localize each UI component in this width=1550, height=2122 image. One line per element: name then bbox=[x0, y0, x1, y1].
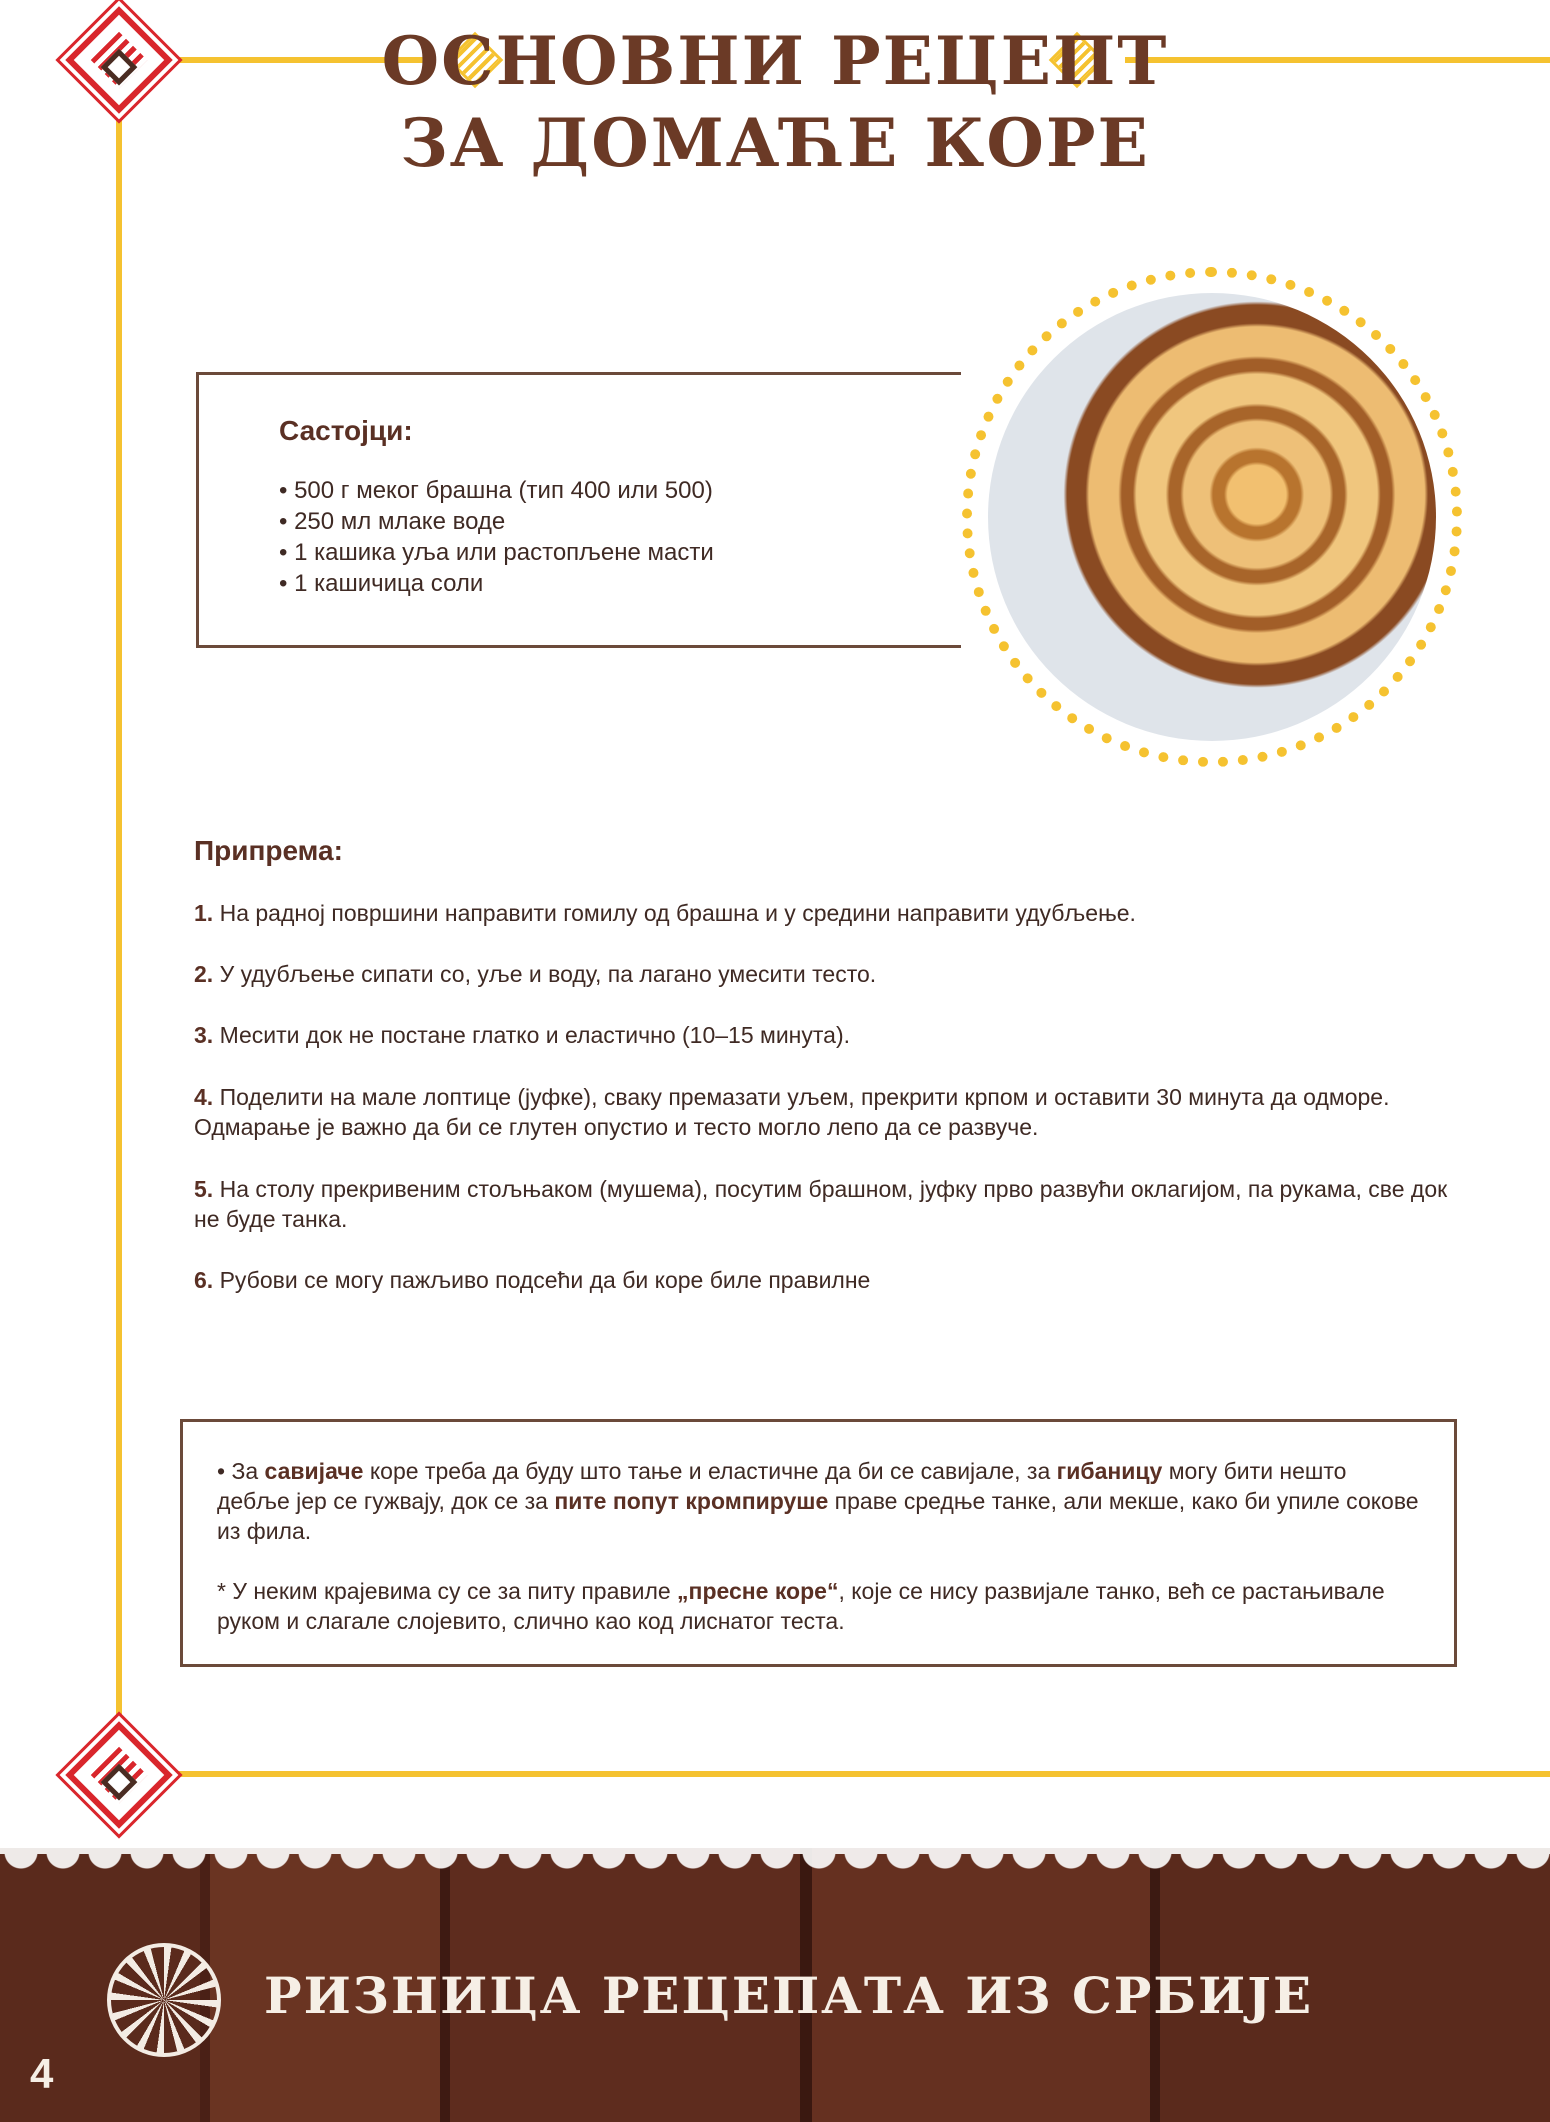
footer-title: РИЗНИЦА РЕЦЕПАТА ИЗ СРБИЈЕ bbox=[264, 1966, 1314, 2025]
step-5: 5. На столу прекривеним стољњаком (мушема), посутим брашном, јуфку прво развући оклагијом, па рукама, све док не буде танка. bbox=[194, 1176, 1448, 1232]
pie-photo bbox=[962, 267, 1462, 767]
page-title-line2: ЗА ДОМАЋЕ КОРЕ bbox=[400, 104, 1150, 182]
ingredients-heading: Састојци: bbox=[279, 415, 413, 446]
ingredient-item: • 250 мл млаке воде bbox=[279, 508, 506, 535]
note-paragraph-1: • За савијаче коре треба да буду што тање и еластичне да би се савијале, за гибаницу могу бити нешто дебље јер се гужвају, док се за пите попут кромпируше праве средње танке, али мекше, како би упиле сокове из фила. bbox=[217, 1458, 1419, 1544]
left-gold-line bbox=[116, 100, 122, 1775]
step-1: 1. На радној површини направити гомилу од брашна и у средини направити удубљење. bbox=[194, 900, 1136, 926]
ingredient-item: • 500 г меког брашна (тип 400 или 500) bbox=[279, 477, 713, 504]
ingredient-item: • 1 кашика уља или растопљене масти bbox=[279, 539, 714, 566]
step-4: 4. Поделити на мале лоптице (јуфке), сваку премазати уљем, прекрити крпом и оставити 30 минута да одморе. Одмарање је важно да би се глутен опустио и тесто могло лепо да се развуче. bbox=[194, 1084, 1390, 1140]
page-number: 4 bbox=[30, 2050, 54, 2097]
ingredients-box bbox=[196, 372, 961, 648]
folk-ornament-icon bbox=[65, 1721, 172, 1828]
folk-logo-icon bbox=[107, 1943, 221, 2057]
spiral-pie-image bbox=[988, 293, 1436, 741]
step-6: 6. Рубови се могу пажљиво подсећи да би коре биле правилне bbox=[194, 1267, 871, 1293]
page-title-line1: ОСНОВНИ РЕЦЕПТ bbox=[381, 22, 1169, 100]
step-2: 2. У удубљење сипати со, уље и воду, па лагано умесити тесто. bbox=[194, 961, 877, 987]
ingredient-item: • 1 кашичица соли bbox=[279, 570, 484, 597]
preparation-heading: Припрема: bbox=[194, 835, 343, 866]
step-3: 3. Месити док не постане глатко и еластично (10–15 минута). bbox=[194, 1022, 850, 1048]
bottom-gold-line bbox=[160, 1771, 1550, 1777]
lace-border bbox=[0, 1846, 1550, 1886]
note-paragraph-2: * У неким крајевима су се за питу правиле „пресне коре“, које се нису развијале танко, већ се растањивале руком и слагале слојевито, слично као код лиснатог теста. bbox=[217, 1578, 1385, 1634]
note-box bbox=[180, 1419, 1457, 1667]
